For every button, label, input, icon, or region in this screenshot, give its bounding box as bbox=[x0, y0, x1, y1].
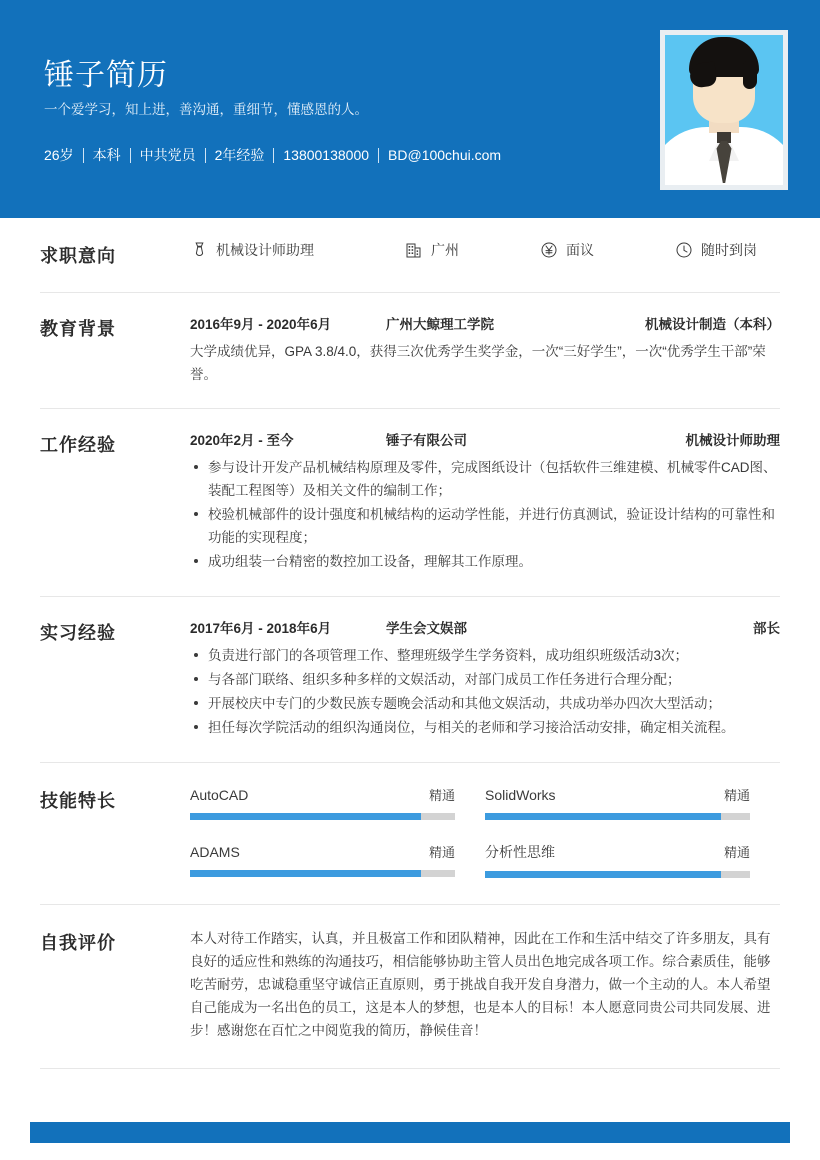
skill-head bbox=[485, 785, 750, 804]
header-text-block bbox=[44, 58, 604, 165]
skill-item bbox=[485, 785, 780, 820]
intention-availability bbox=[675, 240, 757, 260]
meta-divider bbox=[130, 148, 131, 163]
self-evaluation-body bbox=[190, 927, 780, 1042]
avatar bbox=[660, 30, 788, 190]
skill-item bbox=[190, 842, 485, 878]
section-skills bbox=[40, 763, 780, 905]
list-item: 负责进行部门的各项管理工作、整理班级学生学务资料，成功组织班级活动3次； bbox=[208, 644, 780, 667]
internship-role: 部长 bbox=[753, 621, 780, 636]
skill-name: 分析性思维 bbox=[485, 844, 555, 860]
resume-body bbox=[0, 218, 820, 1069]
intention-salary bbox=[540, 240, 675, 260]
skill-head bbox=[190, 785, 455, 804]
necktie-icon bbox=[190, 241, 208, 259]
meta-age: 26岁 bbox=[44, 147, 74, 163]
section-title-skills: 技能特长 bbox=[40, 791, 116, 811]
skill-progress-fill bbox=[485, 813, 721, 820]
skill-progress-track bbox=[485, 871, 750, 878]
section-title-education: 教育背景 bbox=[40, 319, 116, 339]
page-title: 锤子简历 bbox=[44, 59, 168, 92]
skill-name: SolidWorks bbox=[485, 787, 556, 803]
section-education bbox=[40, 293, 780, 409]
work-bullet-list bbox=[190, 456, 780, 573]
skill-head bbox=[190, 842, 455, 861]
work-entry-head bbox=[190, 429, 780, 449]
skill-name: AutoCAD bbox=[190, 787, 249, 803]
building-icon bbox=[405, 241, 423, 259]
section-title-job-intention: 求职意向 bbox=[40, 246, 116, 266]
work-company: 锤子有限公司 bbox=[386, 433, 467, 448]
skill-head bbox=[485, 842, 750, 862]
list-item: 参与设计开发产品机械结构原理及零件，完成图纸设计（包括软件三维建模、机械零件CAD图、装配工程图等）及相关文件的编制工作； bbox=[208, 456, 780, 502]
internship-org: 学生会文娱部 bbox=[386, 621, 467, 636]
skill-progress-fill bbox=[485, 871, 721, 878]
internship-body bbox=[190, 617, 780, 740]
meta-divider bbox=[378, 148, 379, 163]
skill-grid bbox=[190, 785, 780, 878]
intention-position-label: 机械设计师助理 bbox=[216, 242, 314, 258]
skill-level: 精通 bbox=[428, 788, 455, 803]
skill-progress-fill bbox=[190, 870, 421, 877]
education-description: 大学成绩优异，GPA 3.8/4.0，获得三次优秀学生奖学金，一次“三好学生”，一次“优秀学生干部”荣誉。 bbox=[190, 344, 766, 382]
meta-phone: 13800138000 bbox=[283, 147, 370, 163]
work-date: 2020年2月 - 至今 bbox=[190, 433, 294, 448]
header-meta-list bbox=[44, 145, 604, 165]
skill-progress-track bbox=[190, 813, 455, 820]
resume-header bbox=[0, 0, 820, 218]
meta-email: BD@100chui.com bbox=[388, 147, 502, 163]
job-intention-row bbox=[190, 240, 780, 260]
education-school: 广州大鲸理工学院 bbox=[386, 317, 494, 332]
education-major: 机械设计制造（本科） bbox=[645, 317, 780, 332]
skill-progress-fill bbox=[190, 813, 421, 820]
skill-name: ADAMS bbox=[190, 844, 240, 860]
meta-divider bbox=[205, 148, 206, 163]
header-tagline: 一个爱学习，知上进，善沟通，重细节，懂感恩的人。 bbox=[44, 102, 368, 117]
meta-degree: 本科 bbox=[92, 147, 121, 163]
clock-icon bbox=[675, 241, 693, 259]
intention-salary-label: 面议 bbox=[566, 242, 594, 258]
list-item: 开展校庆中专门的少数民族专题晚会活动和其他文娱活动，共成功举办四次大型活动； bbox=[208, 692, 780, 715]
internship-entry-head bbox=[190, 617, 780, 637]
meta-political-status: 中共党员 bbox=[139, 147, 196, 163]
list-item: 校验机械部件的设计强度和机械结构的运动学性能，并进行仿真测试，验证设计结构的可靠性和功能的实现程度； bbox=[208, 503, 780, 549]
section-work-experience bbox=[40, 409, 780, 597]
list-item: 与各部门联络、组织多种多样的文娱活动，对部门成员工作任务进行合理分配； bbox=[208, 668, 780, 691]
self-evaluation-text: 本人对待工作踏实，认真，并且极富工作和团队精神，因此在工作和生活中结交了许多朋友，具有良好的适应性和熟练的沟通技巧，相信能够协助主管人员出色地完成各项工作。综合素质佳，能够吃苦耐劳，忠诚稳重坚守诚信正直原则，勇于挑战自我开发自身潜力，做一个主动的人。本人希望自己能成为一名出色的员工，这是本人的梦想，也是本人的目标！本人愿意同贵公司共同发展、进步！感谢您在百忙之中阅览我的简历，静候佳音！ bbox=[190, 931, 771, 1038]
internship-bullet-list bbox=[190, 644, 780, 739]
skill-level: 精通 bbox=[723, 788, 750, 803]
section-self-evaluation bbox=[40, 905, 780, 1069]
education-body bbox=[190, 313, 780, 386]
internship-date: 2017年6月 - 2018年6月 bbox=[190, 621, 332, 636]
education-entry-head bbox=[190, 313, 780, 333]
avatar-illustration bbox=[665, 35, 783, 185]
education-date: 2016年9月 - 2020年6月 bbox=[190, 317, 332, 332]
meta-experience: 2年经验 bbox=[214, 147, 265, 163]
section-job-intention bbox=[40, 218, 780, 293]
section-title-internship: 实习经验 bbox=[40, 623, 116, 643]
skill-progress-track bbox=[190, 870, 455, 877]
intention-availability-label: 随时到岗 bbox=[701, 242, 757, 258]
avatar-hair-side bbox=[743, 61, 757, 89]
work-experience-body bbox=[190, 429, 780, 574]
section-internship bbox=[40, 597, 780, 763]
yuan-circle-icon bbox=[540, 241, 558, 259]
work-position: 机械设计师助理 bbox=[685, 433, 780, 448]
list-item: 成功组装一台精密的数控加工设备，理解其工作原理。 bbox=[208, 550, 780, 573]
list-item: 担任每次学院活动的组织沟通岗位，与相关的老师和学习接洽活动安排，确定相关流程。 bbox=[208, 716, 780, 739]
intention-city bbox=[405, 240, 540, 260]
intention-position bbox=[190, 240, 405, 260]
section-title-self-evaluation: 自我评价 bbox=[40, 933, 116, 953]
footer-accent-bar bbox=[30, 1122, 790, 1143]
skill-level: 精通 bbox=[428, 845, 455, 860]
skills-body bbox=[190, 785, 780, 878]
skill-level: 精通 bbox=[723, 845, 750, 860]
meta-divider bbox=[273, 148, 274, 163]
skill-item bbox=[485, 842, 780, 878]
job-intention-body bbox=[190, 240, 780, 260]
section-title-work-experience: 工作经验 bbox=[40, 435, 116, 455]
meta-divider bbox=[83, 148, 84, 163]
skill-item bbox=[190, 785, 485, 820]
intention-city-label: 广州 bbox=[431, 242, 459, 258]
skill-progress-track bbox=[485, 813, 750, 820]
